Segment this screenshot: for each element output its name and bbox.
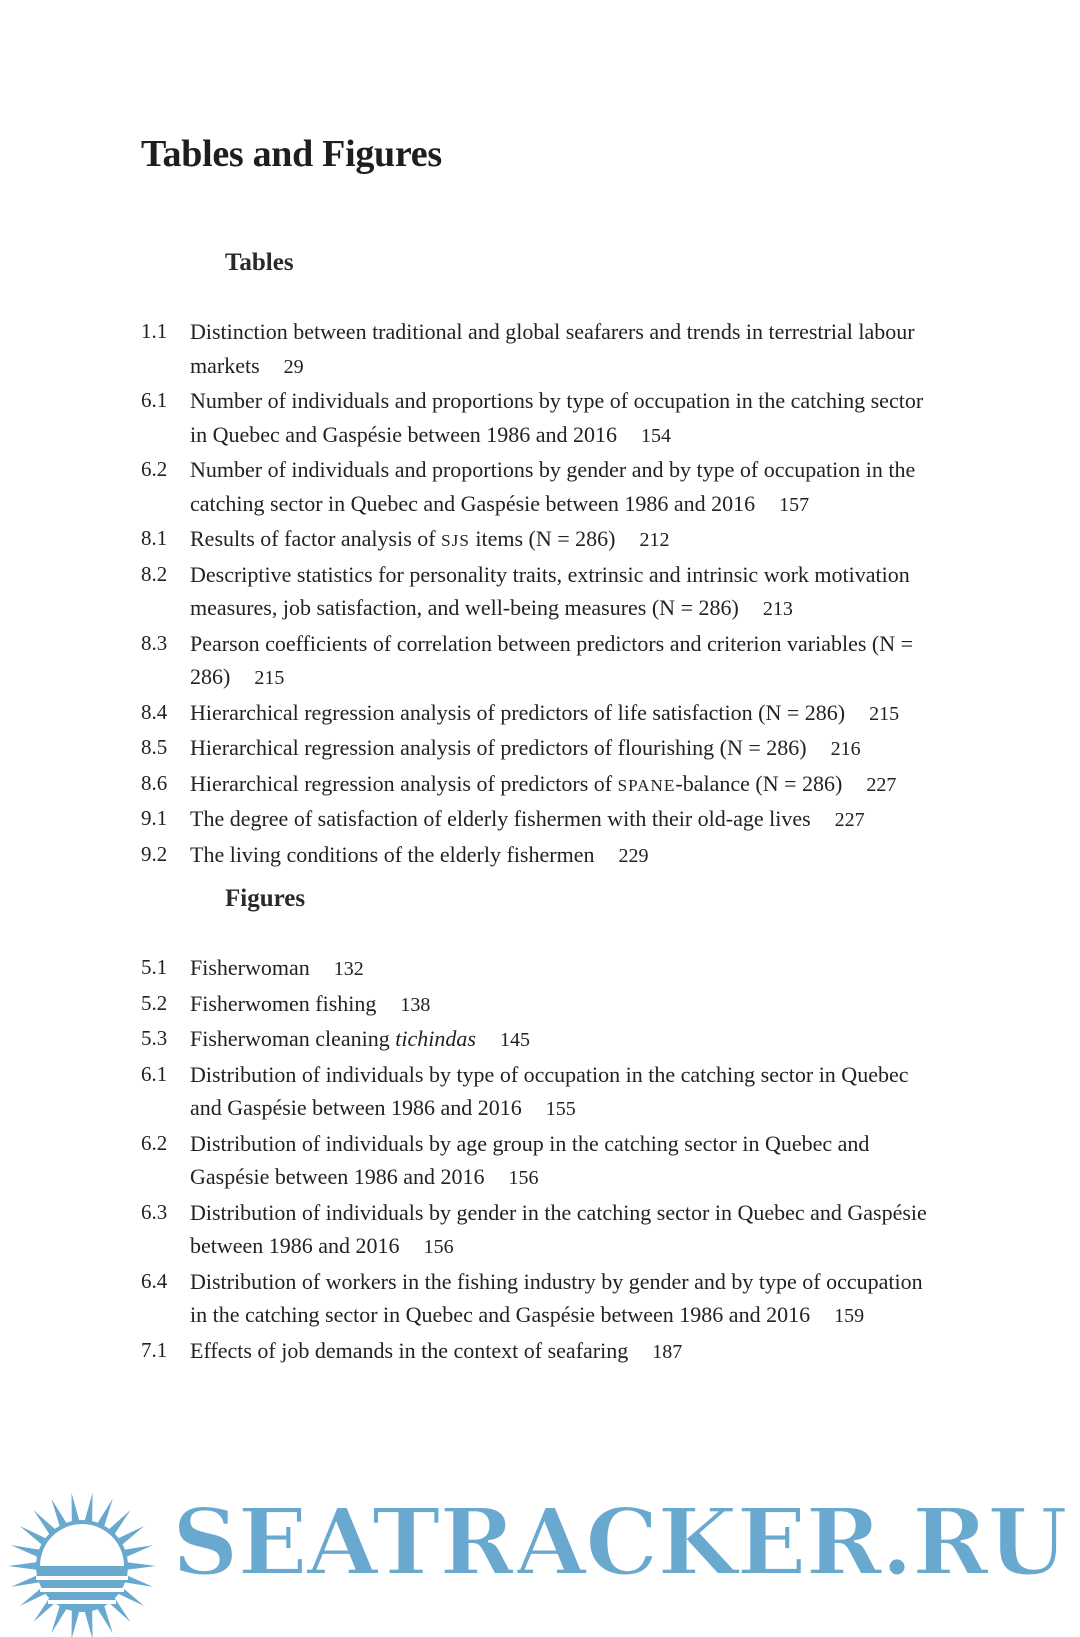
table-entry[interactable] — [141, 558, 941, 627]
entry-number: 9.2 — [141, 841, 168, 866]
sun-ray — [123, 1545, 153, 1557]
entry-number: 6.2 — [141, 1130, 168, 1155]
sun-ray — [84, 1493, 92, 1523]
figure-entry[interactable] — [141, 1127, 941, 1196]
entry-page: 187 — [652, 1340, 683, 1363]
table-entry[interactable] — [141, 453, 941, 522]
entry-title: Distribution of workers in the fishing industry by gender and by type of occupation in the catching sector in Quebec and Gaspésie between 1986 and 2016 159 — [190, 1268, 923, 1327]
figure-entry[interactable] — [141, 951, 941, 987]
sun-ray — [84, 1609, 92, 1637]
entry-page: 213 — [762, 598, 793, 620]
entry-page: 138 — [400, 993, 431, 1016]
entry-number: 8.6 — [141, 770, 168, 795]
table-entry[interactable] — [141, 315, 941, 384]
sun-ray — [8, 1562, 38, 1570]
table-entry[interactable] — [141, 384, 941, 453]
tables-list — [141, 315, 941, 873]
entry-title: The degree of satisfaction of elderly fishermen with their old-age lives 227 — [190, 806, 865, 831]
entry-page: 159 — [834, 1305, 865, 1327]
entry-title: Fisherwoman 132 — [190, 955, 364, 980]
entry-page: 157 — [779, 493, 810, 516]
entry-title: Pearson coefficients of correlation between predictors and criterion variables (N = 286) 215 — [190, 630, 914, 689]
entry-title: Distribution of individuals by age group in the catching sector in Quebec and Gaspésie between 1986 and 2016 156 — [190, 1130, 870, 1189]
entry-number: 1.1 — [141, 319, 168, 343]
entry-page: 215 — [869, 702, 900, 725]
table-entry[interactable] — [141, 731, 941, 767]
entry-page: 155 — [545, 1098, 576, 1120]
entry-title: Number of individuals and proportions by gender and by type of occupation in the catching sector in Quebec and Gaspésie between 1986 and 2016 157 — [190, 457, 916, 516]
tables-heading: Tables — [225, 249, 294, 276]
entry-page: 227 — [866, 773, 897, 796]
table-entry[interactable] — [141, 522, 941, 558]
entry-title: Distribution of individuals by gender in the catching sector in Quebec and Gaspésie between 1986 and 2016 156 — [190, 1199, 927, 1258]
sun-ray — [11, 1545, 41, 1557]
figure-entry[interactable] — [141, 1196, 941, 1265]
page-title: Tables and Figures — [141, 133, 442, 175]
entry-title: Hierarchical regression analysis of predictors of flourishing (N = 286) 216 — [190, 735, 861, 760]
entry-number: 5.1 — [141, 955, 168, 979]
entry-title: Hierarchical regression analysis of predictors of life satisfaction (N = 286) 215 — [190, 699, 900, 725]
figures-list — [141, 951, 941, 1369]
italic-term: tichindas — [395, 1026, 476, 1051]
entry-number: 9.1 — [141, 806, 168, 830]
entry-page: 29 — [283, 355, 304, 378]
sunburst-icon — [0, 1490, 170, 1637]
table-entry[interactable] — [141, 767, 941, 803]
entry-number: 6.3 — [141, 1199, 168, 1224]
figures-heading: Figures — [225, 885, 306, 912]
entry-page: 156 — [508, 1167, 539, 1189]
table-entry[interactable] — [141, 627, 941, 696]
entry-title: Distinction between traditional and global seafarers and trends in terrestrial labour markets 29 — [190, 319, 915, 378]
figure-entry[interactable] — [141, 1058, 941, 1127]
entry-page: 212 — [639, 529, 670, 551]
figure-entry[interactable] — [141, 1022, 941, 1058]
entry-page: 132 — [333, 958, 364, 980]
small-caps-abbrev: SJS — [441, 531, 470, 550]
figure-entry[interactable] — [141, 987, 941, 1023]
entry-page: 229 — [618, 844, 649, 867]
small-caps-abbrev: SPANE — [617, 775, 676, 795]
figure-entry[interactable] — [141, 1265, 941, 1334]
entry-page: 156 — [423, 1236, 454, 1258]
entry-number: 6.4 — [141, 1268, 168, 1293]
entry-title: Number of individuals and proportions by type of occupation in the catching sector in Quebec and Gaspésie between 1986 and 2016 154 — [190, 388, 924, 447]
sun-ray — [71, 1493, 79, 1523]
entry-title: Fisherwomen fishing 138 — [190, 990, 431, 1016]
entry-number: 8.1 — [141, 526, 168, 550]
sun-ray — [71, 1609, 79, 1637]
entry-title: Hierarchical regression analysis of predictors of SPANE-balance (N = 286) 227 — [190, 770, 897, 796]
watermark — [0, 1490, 1080, 1637]
entry-page: 227 — [834, 809, 865, 831]
entry-title: Results of factor analysis of SJS items (N = 286) 212 — [190, 526, 670, 551]
entry-number: 8.2 — [141, 561, 168, 586]
sun-ray — [126, 1562, 156, 1570]
entry-number: 5.3 — [141, 1026, 168, 1050]
entry-number: 6.1 — [141, 388, 168, 412]
entry-number: 6.1 — [141, 1061, 168, 1086]
entry-title: Fisherwoman cleaning tichindas 145 — [190, 1026, 530, 1051]
table-entry[interactable] — [141, 838, 941, 874]
entry-number: 7.1 — [141, 1337, 168, 1362]
entry-number: 5.2 — [141, 990, 168, 1015]
entry-page: 154 — [641, 424, 672, 447]
entry-number: 8.3 — [141, 630, 168, 655]
entry-page: 215 — [254, 667, 285, 689]
figure-entry[interactable] — [141, 1334, 941, 1370]
entry-title: Effects of job demands in the context of seafaring 187 — [190, 1337, 683, 1363]
entry-title: Descriptive statistics for personality traits, extrinsic and intrinsic work motivation measures, job satisfaction, and well-being measures (N = 286) 213 — [190, 561, 910, 620]
entry-number: 8.5 — [141, 735, 168, 759]
entry-title: Distribution of individuals by type of occupation in the catching sector in Quebec and Gaspésie between 1986 and 2016 155 — [190, 1061, 909, 1120]
entry-number: 6.2 — [141, 457, 168, 481]
table-entry[interactable] — [141, 696, 941, 732]
entry-number: 8.4 — [141, 699, 168, 724]
table-entry[interactable] — [141, 802, 941, 838]
entry-page: 216 — [830, 738, 861, 760]
entry-title: The living conditions of the elderly fishermen 229 — [190, 841, 649, 867]
entry-page: 145 — [499, 1029, 530, 1051]
watermark-text: SEATRACKER.RU — [172, 1488, 1067, 1596]
